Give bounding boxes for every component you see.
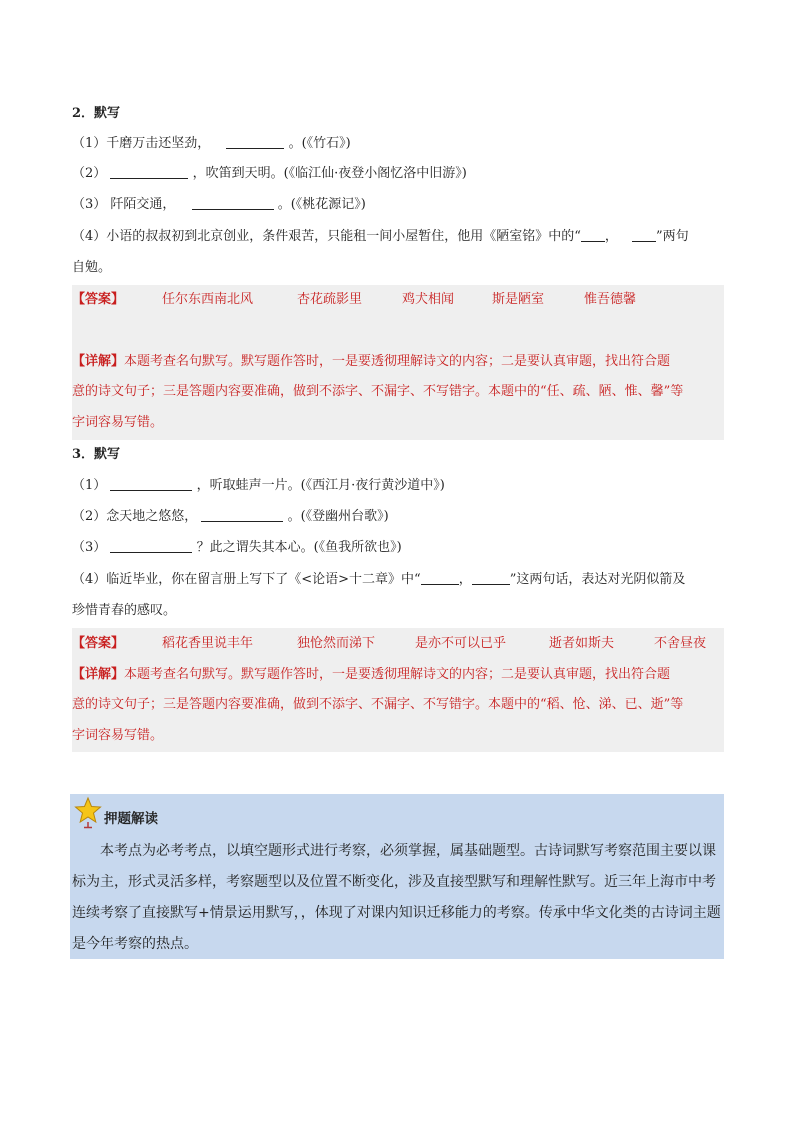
q3-answer-5: 不舍昼夜 (654, 636, 707, 651)
q3-item-1-suffix: ，听取蛙声一片。(《西江月·夜行黄沙道中》) (196, 478, 445, 493)
q3-item-3 (72, 538, 402, 558)
q3-blank-1[interactable] (110, 476, 192, 491)
q2-blank-3[interactable] (192, 195, 274, 210)
q3-blank-3[interactable] (110, 538, 192, 553)
q3-detail-text-1: 本题考查名句默写。默写题作答时，一是要透彻理解诗文的内容；二是要认真审题，找出符合题 (124, 667, 671, 682)
prediction-box-title: 押题解读 (104, 811, 158, 827)
q2-detail-label: 【详解】 (72, 354, 125, 369)
q2-answer-2: 杏花疏影里 (297, 292, 363, 307)
q3-blank-2[interactable] (201, 507, 283, 522)
q2-answer-3: 鸡犬相闻 (402, 292, 455, 307)
q3-answer-3: 是亦不可以已乎 (415, 636, 507, 651)
q2-item-2 (72, 164, 467, 184)
q2-item-4-cont: 自勉。 (72, 260, 112, 275)
q3-item-4-text-a: （4）临近毕业，你在留言册上写下了《<论语>十二章》中“ (72, 572, 421, 587)
star-icon (74, 796, 102, 830)
q3-title: 3．默写 (72, 447, 121, 462)
prediction-para-line-4: 是今年考察的热点。 (72, 936, 198, 952)
q3-detail-label: 【详解】 (72, 667, 125, 682)
q3-blank-4a[interactable] (421, 570, 459, 585)
q2-detail-line-3: 字词容易写错。 (72, 415, 164, 430)
q2-title: 2．默写 (72, 106, 121, 121)
q3-item-4-cont: 珍惜青春的感叹。 (72, 603, 177, 618)
q2-answer-label: 【答案】 (72, 292, 125, 307)
q3-item-4 (72, 570, 685, 590)
q2-blank-2[interactable] (110, 164, 188, 179)
q2-detail-text-1: 本题考查名句默写。默写题作答时，一是要透彻理解诗文的内容；二是要认真审题，找出符合题 (124, 354, 671, 369)
q2-item-4-text-a: （4）小语的叔叔初到北京创业，条件艰苦，只能租一间小屋暂住，他用《陋室铭》中的“ (72, 229, 581, 244)
q2-item-3-suffix: 。(《桃花源记》) (277, 197, 366, 212)
q2-item-1-suffix: 。(《竹石》) (288, 136, 351, 151)
q2-item-3 (72, 195, 366, 215)
q3-item-2-prefix: （2）念天地之悠悠， (72, 509, 198, 524)
q3-item-4-text-c: ”这两句话，表达对光阴似箭及 (509, 572, 686, 587)
q2-item-2-prefix: （2） (72, 166, 107, 181)
q2-item-4 (72, 227, 689, 247)
q2-answer-5: 惟吾德馨 (584, 292, 637, 307)
q2-blank-1[interactable] (226, 134, 284, 149)
q3-item-4-text-b: ， (458, 572, 472, 587)
q2-item-2-suffix: ，吹笛到天明。(《临江仙·夜登小阁忆洛中旧游》) (192, 166, 467, 181)
q3-answer-4: 逝者如斯夫 (549, 636, 615, 651)
q3-detail-line-1 (72, 665, 670, 685)
q3-detail-line-2: 意的诗文句子；三是答题内容要准确，做到不添字、不漏字、不写错字。本题中的“稻、怆、涕、已、逝”等 (72, 697, 684, 712)
q2-item-4-text-b: ， (604, 229, 618, 244)
q3-item-1-prefix: （1） (72, 478, 107, 493)
prediction-para-line-2: 标为主，形式灵活多样，考察题型以及位置不断变化，涉及直接型默写和理解性默写。近三年上海市中考 (72, 874, 716, 890)
q3-item-3-suffix: ？此之谓失其本心。(《鱼我所欲也》) (196, 540, 402, 555)
q3-item-3-prefix: （3） (72, 540, 107, 555)
q2-item-4-text-c: ”两句 (655, 229, 689, 244)
q2-detail-line-2: 意的诗文句子；三是答题内容要准确，做到不添字、不漏字、不写错字。本题中的“任、疏、陋、惟、馨”等 (72, 384, 684, 399)
prediction-para-line-3: 连续考察了直接默写+情景运用默写，，体现了对课内知识迁移能力的考察。传承中华文化类的古诗词主题 (72, 905, 721, 921)
q2-item-1 (72, 134, 351, 154)
q3-item-2 (72, 507, 389, 527)
q2-answer-4: 斯是陋室 (492, 292, 545, 307)
q2-blank-4b[interactable] (632, 227, 656, 242)
prediction-para-line-1: 本考点为必考考点，以填空题形式进行考察，必须掌握，属基础题型。古诗词默写考察范围主要以课 (100, 843, 716, 859)
q2-detail-line-1 (72, 352, 670, 372)
q2-answer-1: 任尔东西南北风 (162, 292, 254, 307)
q3-answer-2: 独怆然而涕下 (297, 636, 376, 651)
q2-blank-4a[interactable] (581, 227, 605, 242)
q3-answer-label: 【答案】 (72, 636, 125, 651)
q3-detail-line-3: 字词容易写错。 (72, 728, 164, 743)
q3-blank-4b[interactable] (472, 570, 510, 585)
q2-item-1-prefix: （1）千磨万击还坚劲， (72, 136, 211, 151)
q3-item-2-suffix: 。(《登幽州台歌》) (287, 509, 389, 524)
q3-answer-1: 稻花香里说丰年 (162, 636, 254, 651)
q2-item-3-prefix: （3） 阡陌交通， (72, 197, 176, 212)
q3-item-1 (72, 476, 445, 496)
